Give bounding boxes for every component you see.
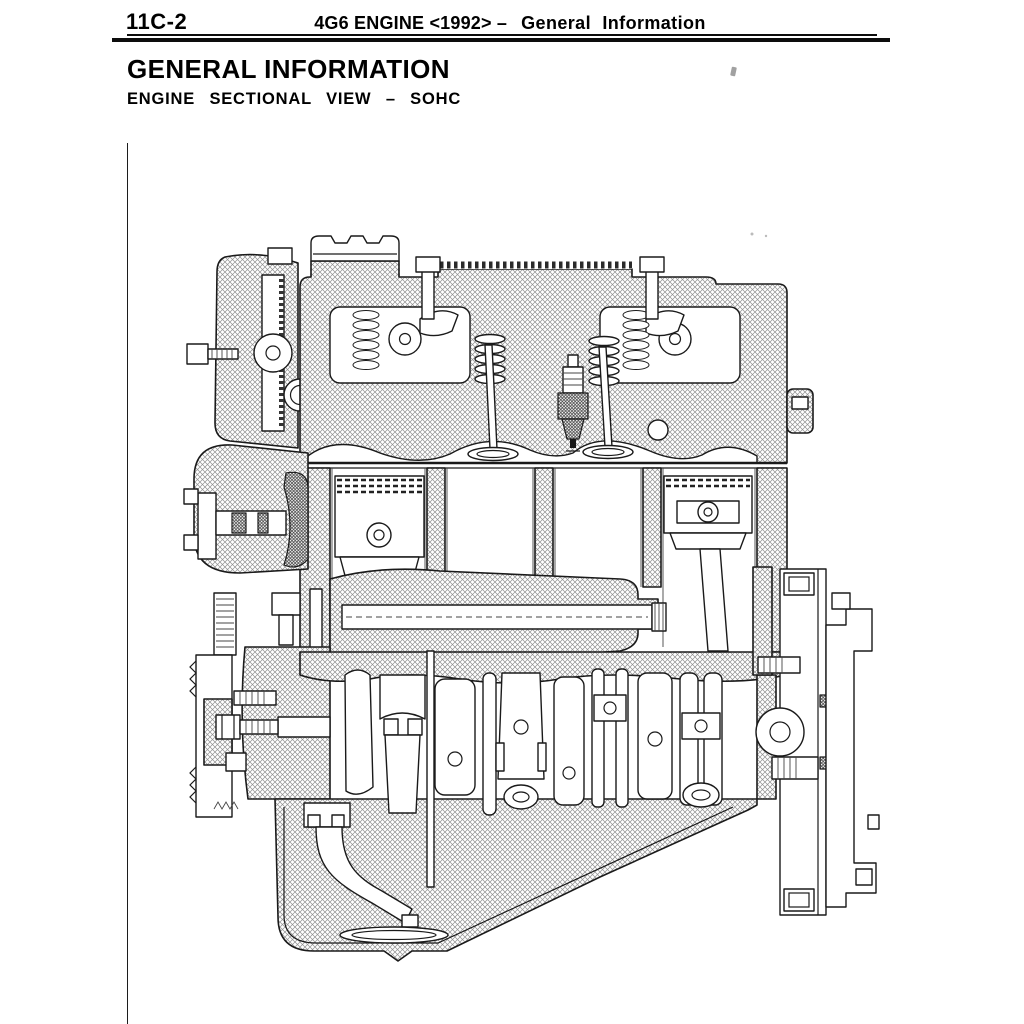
running-header-title: 4G6 ENGINE <1992> – [314, 13, 508, 33]
page-code: 11C-2 [126, 9, 188, 34]
left-margin-rule [127, 143, 129, 1024]
header-rule-thin [127, 34, 877, 36]
oil-filler-cap [311, 236, 399, 261]
camshaft-sprocket [254, 334, 292, 372]
oil-dipstick-rod [427, 651, 434, 887]
cylinder-head [300, 236, 787, 468]
engine-sectional-figure [180, 227, 880, 962]
timing-belt-cover [187, 248, 316, 448]
crankshaft-bolt [216, 715, 240, 739]
running-header-chapter: General Information [521, 13, 706, 33]
header-rule-thick [112, 38, 890, 43]
print-dust-speck [765, 235, 767, 237]
piston-right [664, 476, 752, 651]
subsection-heading: ENGINE SECTIONAL VIEW – SOHC [127, 90, 462, 108]
print-artifact-mark [730, 67, 737, 77]
crankshaft-nose [278, 717, 330, 737]
engine-mount-boss [787, 389, 813, 433]
oil-strainer [340, 927, 448, 943]
engine-cross-section-drawing [180, 227, 880, 962]
crankshaft [278, 669, 722, 815]
head-oil-passage [648, 420, 668, 440]
running-header [270, 13, 750, 34]
pulley-grooves-top [190, 661, 196, 697]
crankshaft-rear-hub [756, 708, 804, 756]
print-dust-speck [751, 233, 754, 236]
drive-belt [214, 593, 236, 655]
pulley-grooves-bottom [190, 767, 196, 803]
water-pump-pulley [198, 493, 216, 559]
main-bearing-cap [380, 675, 425, 719]
rear-bracket [826, 609, 876, 907]
rod-big-end [498, 673, 544, 779]
connecting-rod-right [700, 549, 728, 651]
section-heading: GENERAL INFORMATION [127, 54, 450, 84]
flywheel-bolt [772, 757, 818, 779]
